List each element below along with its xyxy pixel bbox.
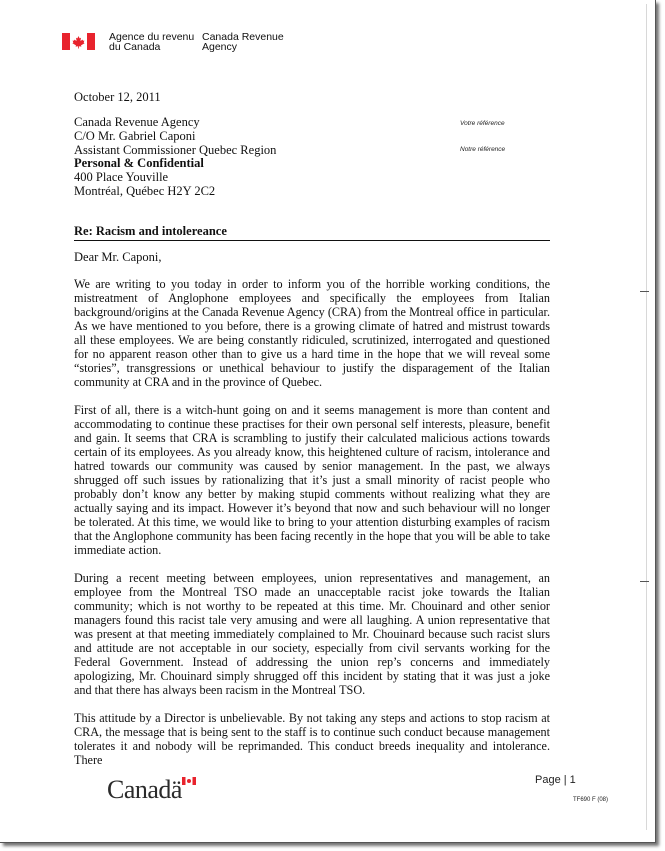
letter-subject: Re: Racism and intolereance bbox=[74, 224, 550, 241]
page-number: Page | 1 bbox=[535, 774, 576, 786]
address-line: 400 Place Youville bbox=[74, 170, 169, 185]
agency-name-french bbox=[109, 32, 194, 52]
body-paragraph: First of all, there is a witch-hunt going on and it seems management is more than content and accommodating to continue these practises for their own personal self interests, pleasure, benefit and gain. It seems that CRA is scrambling to justify their calculated malicious actions towards certain of its employees. As you already know, this heightened culture of racism, intolerance and hatred towards our community was caused by senior management. In the past, we always shrugged off such issues by rationalizing that it’s just a small minority of racist people who probably don’t know any better by making stupid comments without realizing what they are actually saying and its impact. However it’s beyond that now and such behaviour will no longer be tolerated. At this time, we would like to bring to your attention disturbing examples of racism that the Anglophone community has been facing recently in the hope that you will be able to take immediate action. bbox=[74, 403, 550, 557]
canada-wordmark-logo: Canadä bbox=[107, 775, 182, 804]
agency-fr-line: du Canada bbox=[109, 41, 161, 53]
body-paragraph: During a recent meeting between employees, union representatives and management, an employee from the Montreal TSO made an unacceptable racist joke towards the Italian community; which is not worthy to be repeated at this time. Mr. Chouinard and other senior managers found this racist tale very amusing and were all laughing. A union representative that was present at that meeting immediately complained to Mr. Chouinard because such racist slurs and attitude are not acceptable in our society, especially from civil servants working for the Federal Government. Instead of addressing the union rep’s concerns and immediately apologizing, Mr. Chouinard simply shrugged off this incident by stating that it was just a joke and that there has always been racism in the Montreal TSO. bbox=[74, 571, 550, 697]
form-code: TF690 F (08) bbox=[573, 797, 609, 803]
margin-tick-mark bbox=[640, 291, 649, 292]
recipient-address bbox=[74, 116, 276, 199]
address-line: Canada Revenue Agency bbox=[74, 115, 200, 129]
letter-body bbox=[74, 278, 550, 783]
margin-tick-mark bbox=[640, 581, 649, 582]
body-paragraph: We are writing to you today in order to inform you of the horrible working conditions, the mistreatment of Anglophone employees and specifically the employees from Italian background/origins at the Canada Revenue Agency (CRA) from the Montreal office in particular. As we have mentioned to you before, there is a growing climate of hatred and mistrust towards all these employees. We are being constantly ridiculed, scrutinized, interrogated and questioned for no apparent reason other than to give us a hard time in the hope that we will reveal some “stories”, transgressions or unethical behaviour to justify the disparagement of the Italian community at CRA and in the province of Quebec. bbox=[74, 277, 550, 389]
agency-fr-line: Agence du revenu bbox=[109, 31, 195, 43]
your-reference-label: Votre référence bbox=[460, 120, 505, 127]
canada-flag-icon bbox=[62, 33, 95, 50]
salutation: Dear Mr. Caponi, bbox=[74, 250, 162, 264]
our-reference-label: Notre référence bbox=[460, 146, 506, 153]
agency-en-line: Canada Revenue bbox=[202, 31, 284, 43]
wordmark-flag-icon bbox=[182, 777, 196, 785]
confidential-label: Personal & Confidential bbox=[74, 156, 204, 171]
agency-en-line: Agency bbox=[202, 41, 238, 53]
address-line: Montréal, Québec H2Y 2C2 bbox=[74, 183, 216, 198]
body-paragraph: This attitude by a Director is unbelievable. By not taking any steps and actions to stop racism at CRA, the message that is being sent to the staff is to continue such conduct because management tolerates it and nobody will be reprimanded. This conduct breeds inequality and intolerance. There bbox=[74, 711, 550, 768]
page-edge-line bbox=[646, 4, 647, 830]
address-line: C/O Mr. Gabriel Caponi bbox=[74, 128, 196, 143]
address-line: Assistant Commissioner Quebec Region bbox=[74, 142, 277, 157]
letter-date: October 12, 2011 bbox=[74, 90, 161, 104]
agency-name-english bbox=[202, 32, 284, 52]
